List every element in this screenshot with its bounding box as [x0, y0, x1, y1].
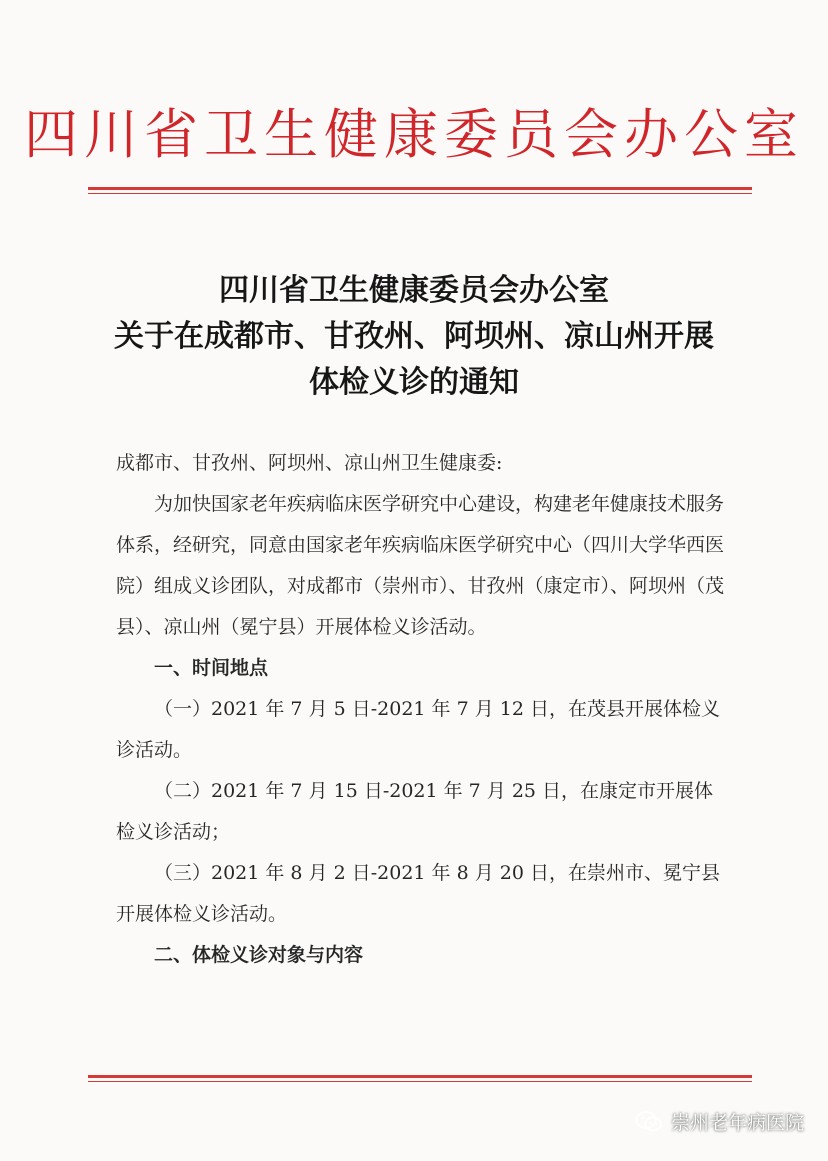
wechat-icon: [635, 1110, 663, 1134]
addressee: 成都市、甘孜州、阿坝州、凉山州卫生健康委:: [116, 452, 503, 474]
section-heading-time-place: 一、时间地点: [154, 657, 269, 679]
watermark-text: 崇州老年病医院: [670, 1112, 804, 1134]
letterhead-divider: [88, 187, 752, 194]
document-title: [60, 268, 768, 406]
account-watermark: [635, 1108, 804, 1135]
schedule-item-2: （二）2021 年 7 月 15 日-2021 年 7 月 25 日，在康定市开展体检义诊活动；: [116, 780, 714, 843]
intro-paragraph: 为加快国家老年疾病临床医学研究中心建设，构建老年健康技术服务体系，经研究，同意由国家老年疾病临床医学研究中心（四川大学华西医院）组成义诊团队，对成都市（崇州市）、甘孜州（康定市）、阿坝州（茂县）、凉山州（冕宁县）开展体检义诊活动。: [116, 493, 725, 638]
section-heading-targets: 二、体检义诊对象与内容: [154, 944, 364, 966]
title-line-2: 关于在成都市、甘孜州、阿坝州、凉山州开展: [114, 319, 714, 354]
document-body: [116, 443, 728, 976]
title-line-3: 体检义诊的通知: [309, 365, 519, 400]
schedule-item-3: （三）2021 年 8 月 2 日-2021 年 8 月 20 日，在崇州市、冕宁县开展体检义诊活动。: [116, 862, 720, 925]
issuer-letterhead: 四川省卫生健康委员会办公室: [24, 103, 804, 166]
footer-divider: [88, 1075, 752, 1082]
schedule-item-1: （一）2021 年 7 月 5 日-2021 年 7 月 12 日，在茂县开展体检义诊活动。: [116, 698, 720, 761]
title-line-1: 四川省卫生健康委员会办公室: [219, 273, 609, 308]
